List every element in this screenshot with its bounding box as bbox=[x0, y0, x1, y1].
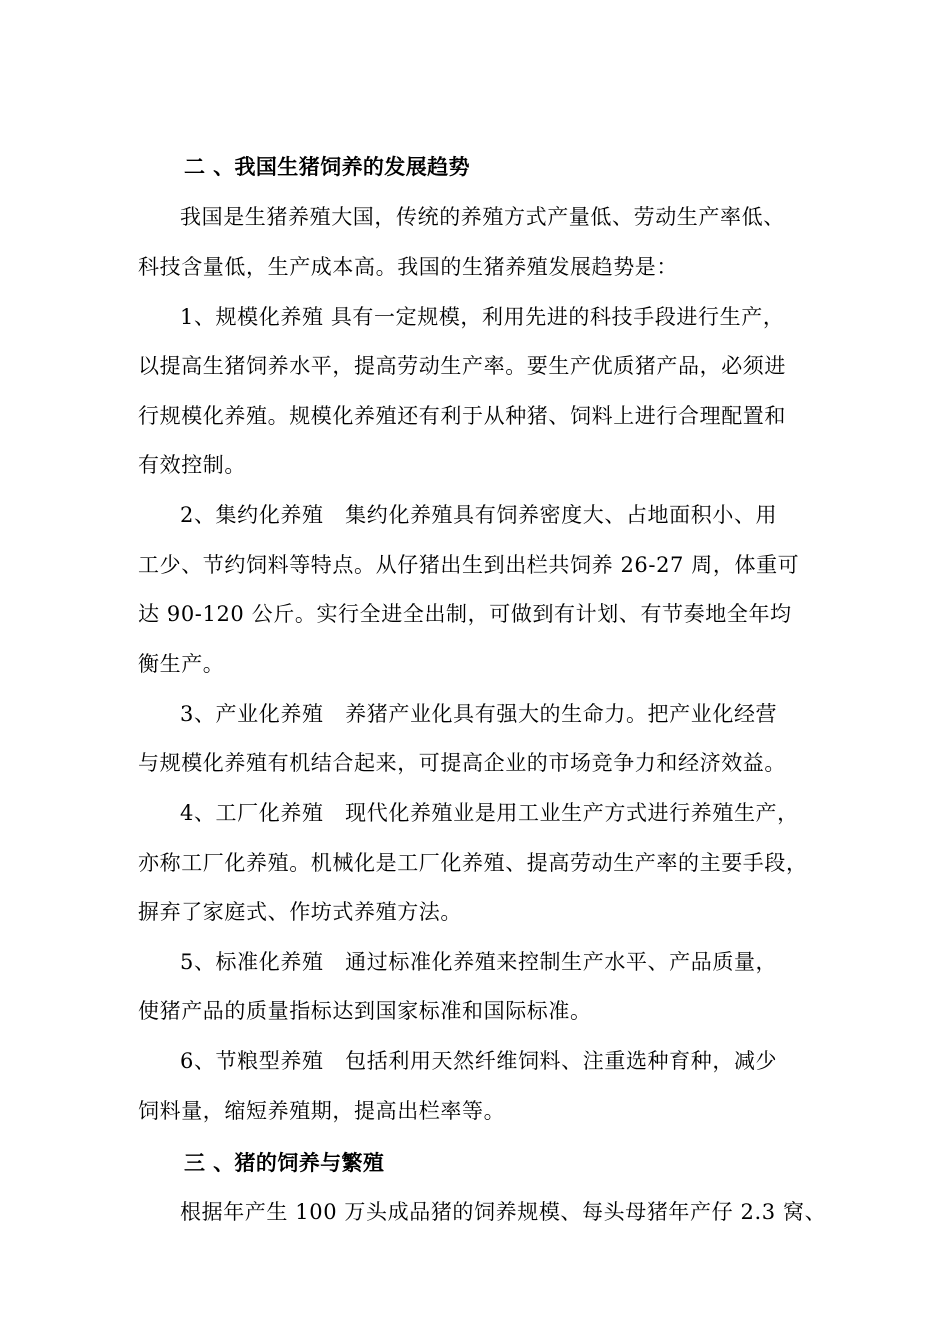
section-2-intro-line-2: 科技含量低，生产成本高。我国的生猪养殖发展趋势是： bbox=[138, 255, 678, 279]
item-6-line-1: 6、节粮型养殖 包括利用天然纤维饲料、注重选种育种，减少 bbox=[180, 1049, 778, 1073]
item-2-line-4: 衡生产。 bbox=[138, 652, 225, 676]
item-1-line-3: 行规模化养殖。规模化养殖还有利于从种猪、饲料上进行合理配置和 bbox=[138, 404, 786, 428]
section-3-intro-line-1: 根据年产生 100 万头成品猪的饲养规模、每头母猪年产仔 2.3 窝、 bbox=[180, 1200, 827, 1224]
section-3-heading: 三 、猪的饲养与繁殖 bbox=[184, 1151, 385, 1175]
item-3-line-2: 与规模化养殖有机结合起来，可提高企业的市场竞争力和经济效益。 bbox=[138, 751, 786, 775]
item-2-line-3: 达 90-120 公斤。实行全进全出制，可做到有计划、有节奏地全年均 bbox=[138, 602, 792, 626]
item-1-line-1: 1、规模化养殖 具有一定规模，利用先进的科技手段进行生产， bbox=[180, 305, 785, 329]
section-2-heading: 二 、我国生猪饲养的发展趋势 bbox=[184, 155, 470, 179]
item-3-line-1: 3、产业化养殖 养猪产业化具有强大的生命力。把产业化经营 bbox=[180, 702, 778, 726]
item-2-line-2: 工少、节约饲料等特点。从仔猪出生到出栏共饲养 26-27 周，体重可 bbox=[138, 553, 800, 577]
item-1-line-4: 有效控制。 bbox=[138, 453, 246, 477]
item-2-line-1: 2、集约化养殖 集约化养殖具有饲养密度大、占地面积小、用 bbox=[180, 503, 778, 527]
section-2-intro-line-1: 我国是生猪养殖大国，传统的养殖方式产量低、劳动生产率低、 bbox=[180, 205, 785, 229]
item-4-line-2: 亦称工厂化养殖。机械化是工厂化养殖、提高劳动生产率的主要手段， bbox=[138, 851, 808, 875]
item-5-line-2: 使猪产品的质量指标达到国家标准和国际标准。 bbox=[138, 999, 592, 1023]
item-5-line-1: 5、标准化养殖 通过标准化养殖来控制生产水平、产品质量， bbox=[180, 950, 778, 974]
item-1-line-2: 以提高生猪饲养水平，提高劳动生产率。要生产优质猪产品，必须进 bbox=[138, 354, 786, 378]
item-4-line-1: 4、工厂化养殖 现代化养殖业是用工业生产方式进行养殖生产， bbox=[180, 801, 799, 825]
item-4-line-3: 摒弃了家庭式、作坊式养殖方法。 bbox=[138, 900, 462, 924]
item-6-line-2: 饲料量，缩短养殖期，提高出栏率等。 bbox=[138, 1099, 506, 1123]
